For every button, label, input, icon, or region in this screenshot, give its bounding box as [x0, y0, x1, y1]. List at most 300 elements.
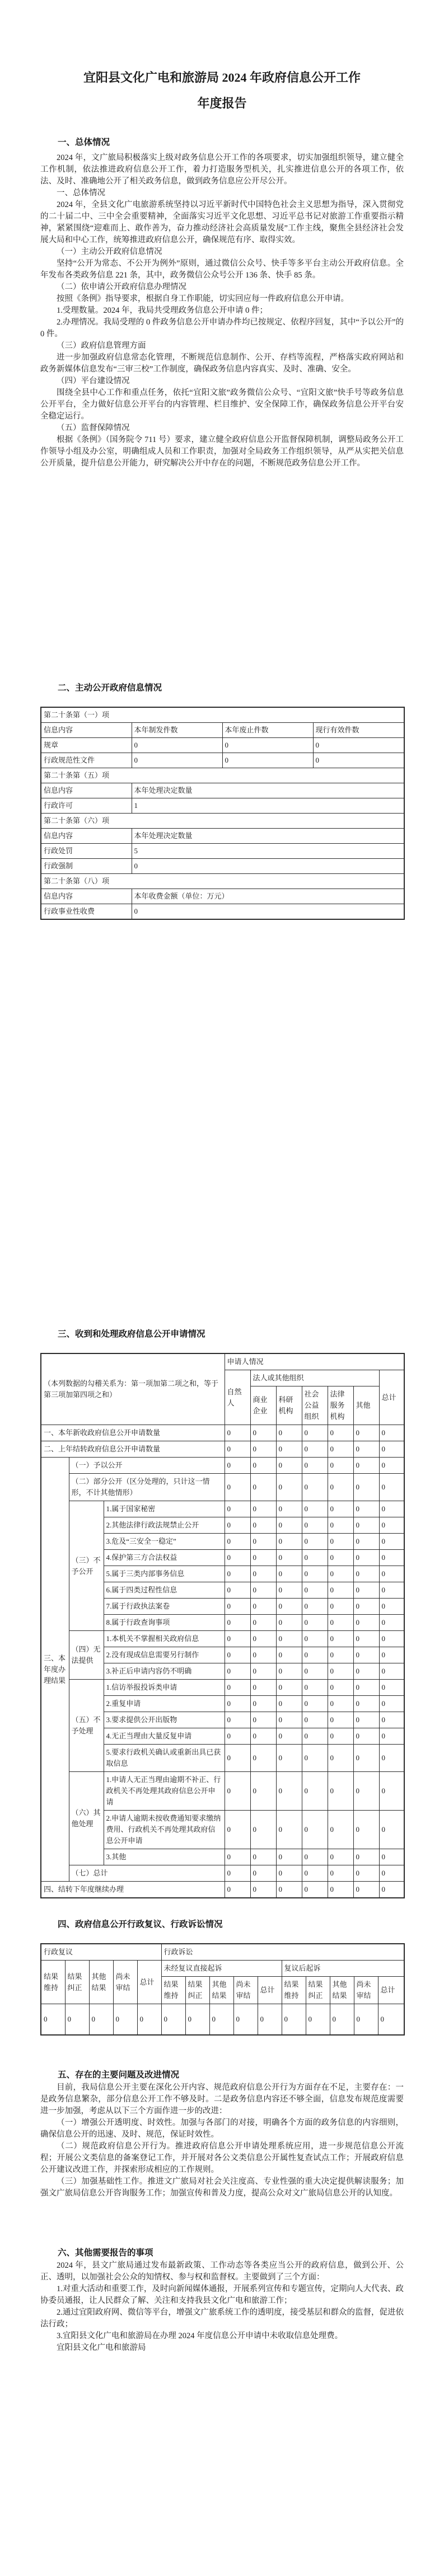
table-cell: 0 — [353, 1696, 379, 1712]
other-paragraphs — [40, 2260, 404, 2354]
paragraph: 1.对重大活动和重要工作，及时向新闻媒体通报，开展系列宣传和专题宣传，定期向人大代表、政协委员通报，让人民群众了解、关注和支持我县文化广电和旅游工作； — [40, 2284, 404, 2305]
table-cell: 规章 — [41, 738, 132, 753]
section-heading-overview: 一、总体情况 — [58, 138, 110, 147]
table-cell: 0 — [379, 1772, 404, 1811]
requests-handling-table — [40, 1353, 405, 1898]
table-cell: 0 — [132, 859, 404, 874]
table-cell: 0 — [250, 1441, 276, 1458]
review-litigation-table — [40, 1943, 405, 2036]
table-cell: 法人或其他组织 — [250, 1370, 379, 1386]
table-cell: 0 — [132, 753, 222, 768]
table-cell: 0 — [353, 1849, 379, 1865]
table-row — [41, 1961, 404, 1977]
table-cell: 0 — [225, 1501, 250, 1517]
table-cell: 0 — [225, 1811, 250, 1849]
table-cell: 0 — [276, 1474, 302, 1501]
table-cell: 行政诉讼 — [161, 1944, 404, 1961]
table-cell: 0 — [379, 1566, 404, 1582]
table-row — [41, 738, 404, 753]
table-cell: 结果维持 — [282, 1977, 306, 2004]
table-cell: 0 — [302, 1772, 328, 1811]
table-cell: 0 — [250, 1550, 276, 1566]
table-cell: 0 — [250, 1566, 276, 1582]
table-cell: 0 — [302, 1441, 328, 1458]
table-cell: 2.重复申请 — [104, 1696, 225, 1712]
table-cell: 0 — [225, 1425, 250, 1441]
table-cell: 0 — [328, 1712, 353, 1728]
table-cell: 科研机构 — [276, 1386, 302, 1425]
table-cell: 1.信访举报投诉类申请 — [104, 1680, 225, 1696]
table-cell: 0 — [328, 1865, 353, 1882]
paragraph: （一）主动公开政府信息情况 — [57, 247, 162, 256]
paragraph: 2024 年，县文广旅局通过发布最新政策、工作动态等各类应当公开的政府信息，做到公开、公正、透明，以加强社会公众的知情权、参与权和监督权。主要做到了三个方面： — [40, 2261, 404, 2282]
table-cell: 0 — [89, 2004, 113, 2036]
table-cell: 总计 — [378, 1977, 404, 2004]
table-cell: 0 — [353, 1865, 379, 1882]
paragraph: 2024 年，全县文化广电旅游系统坚持以习近平新时代中国特色社会主义思想为指导，深入贯彻党的二十届二中、三中全会重要精神，全面落实习近平文化思想、习近平总书记对旅游工作重要指示精神，紧紧围绕“迎难而上、敢作善为，奋力推动经济社会高质量发展”工作主线，聚焦全县经济社会发展大局和中心工作，统筹推进政府信息公开，确保规范有序、取得实效。 — [40, 200, 404, 245]
table-cell: 结果维持 — [41, 1961, 65, 2004]
table-cell: （七）总计 — [69, 1865, 225, 1882]
table-cell: 0 — [276, 1566, 302, 1582]
table-cell: 申请人情况 — [225, 1353, 404, 1370]
table-cell: 0 — [379, 1631, 404, 1647]
table-cell: 0 — [161, 2004, 185, 2036]
table-cell: 0 — [353, 1550, 379, 1566]
table-cell: 0 — [276, 1425, 302, 1441]
table-cell: 0 — [250, 1647, 276, 1663]
table-cell: 本年收费金额（单位：万元） — [132, 889, 404, 904]
table-cell: 0 — [302, 1534, 328, 1550]
table-cell: 0 — [379, 1663, 404, 1680]
table-cell: 0 — [225, 1582, 250, 1599]
table-cell: 1.属于国家秘密 — [104, 1501, 225, 1517]
table-cell: 0 — [302, 1517, 328, 1534]
table-cell: 0 — [353, 1534, 379, 1550]
table-cell: 结果维持 — [161, 1977, 185, 2004]
table-cell: 0 — [258, 2004, 282, 2036]
table-cell: 2.申请人逾期未按收费通知要求缴纳费用、行政机关不再处理其政府信息公开申请 — [104, 1811, 225, 1849]
table-cell: 0 — [222, 753, 313, 768]
table-cell: 0 — [379, 1534, 404, 1550]
table-cell: 0 — [328, 1631, 353, 1647]
table-cell: 5 — [132, 844, 404, 859]
table-cell: 1.申请人无正当理由逾期不补正、行政机关不再处理其政府信息公开申请 — [104, 1772, 225, 1811]
table-cell: 0 — [379, 1615, 404, 1631]
table-cell: 0 — [276, 1696, 302, 1712]
table-cell: 0 — [302, 1631, 328, 1647]
table-cell: 尚未审结 — [233, 1977, 258, 2004]
table-cell: 0 — [353, 1647, 379, 1663]
table-cell: 0 — [353, 1712, 379, 1728]
table-cell: 0 — [353, 1811, 379, 1849]
table-cell: 0 — [225, 1712, 250, 1728]
table-cell: 0 — [225, 1599, 250, 1615]
table-cell: 3.要求提供公开出版物 — [104, 1712, 225, 1728]
table-cell: 0 — [132, 904, 404, 920]
table-cell: 0 — [185, 2004, 209, 2036]
table-row — [41, 874, 404, 889]
table-cell: 总计 — [379, 1370, 404, 1425]
table-cell: （一）予以公开 — [69, 1458, 225, 1474]
table-row — [41, 723, 404, 738]
table-cell: 0 — [379, 1647, 404, 1663]
table-cell: 其他结果 — [330, 1977, 354, 2004]
table-row — [41, 1882, 404, 1898]
table-cell: 0 — [379, 1696, 404, 1712]
table-cell: 0 — [328, 1680, 353, 1696]
table-cell: 0 — [302, 1647, 328, 1663]
table-cell: 0 — [328, 1811, 353, 1849]
table-cell: 信息内容 — [41, 829, 132, 844]
table-cell: 0 — [328, 1501, 353, 1517]
table-cell: 0 — [379, 1882, 404, 1898]
table-cell: 0 — [225, 1772, 250, 1811]
table-cell: 0 — [353, 1582, 379, 1599]
table-cell: 0 — [328, 1696, 353, 1712]
table-cell: 0 — [276, 1728, 302, 1745]
table-cell: 0 — [222, 738, 313, 753]
table-cell: （三）不予公开 — [69, 1501, 104, 1631]
table-cell: 0 — [302, 1696, 328, 1712]
section-heading-proactive-disclosure: 二、主动公开政府信息情况 — [58, 683, 162, 693]
table-cell: 0 — [379, 1849, 404, 1865]
table-cell: 0 — [225, 1882, 250, 1898]
table-cell: 0 — [276, 1882, 302, 1898]
table-cell: 0 — [379, 1811, 404, 1849]
paragraph: 坚持“公开为常态、不公开为例外”原则，通过微信公众号、快手等多平台主动公开政府信息。全年发布各类政务信息 221 条，其中，政务微信公众号公开 136 条、快手 85 条。 — [40, 259, 404, 280]
table-cell: 0 — [137, 2004, 161, 2036]
table-cell: 0 — [276, 1811, 302, 1849]
section-heading-other-matters: 六、其他需要报告的事项 — [58, 2248, 153, 2258]
table-cell: 0 — [250, 1772, 276, 1811]
table-cell: 0 — [250, 1745, 276, 1772]
table-cell: 0 — [328, 1566, 353, 1582]
table-cell: （四）无法提供 — [69, 1631, 104, 1680]
table-cell: 0 — [379, 1728, 404, 1745]
table-cell: 0 — [379, 1582, 404, 1599]
overview-paragraphs — [40, 152, 404, 469]
table-cell: 0 — [276, 1663, 302, 1680]
table-cell: 行政强制 — [41, 859, 132, 874]
table-cell: 第二十条第（五）项 — [41, 768, 404, 783]
table-cell: 0 — [353, 1566, 379, 1582]
table-cell: 结果纠正 — [185, 1977, 209, 2004]
table-cell: 总计 — [258, 1977, 282, 2004]
paragraph: 2024 年，文广旅局积极落实上级对政务信息公开工作的各项要求，切实加强组织领导，建立健全工作机制，依法推进政府信息公开工作，着力打造服务型机关，扎实推进信息公开的各项工作，依法、及时、准确地公开了相关政务信息，做到政务信息应公开尽公开。 — [40, 153, 404, 186]
table-cell: 0 — [276, 1550, 302, 1566]
table-cell: 0 — [353, 1441, 379, 1458]
table-cell: 0 — [328, 1474, 353, 1501]
table-cell: 7.属于行政执法案卷 — [104, 1599, 225, 1615]
table-cell: 3.补正后申请内容仍不明确 — [104, 1663, 225, 1680]
table-cell: 0 — [276, 1647, 302, 1663]
table-cell: 0 — [302, 1501, 328, 1517]
table-cell: 0 — [225, 1865, 250, 1882]
table-cell: 0 — [353, 1517, 379, 1534]
table-cell: 0 — [353, 1501, 379, 1517]
table-cell: 0 — [250, 1696, 276, 1712]
table-cell: 0 — [250, 1728, 276, 1745]
table-cell: 2.没有现成信息需要另行制作 — [104, 1647, 225, 1663]
table-cell: 0 — [225, 1849, 250, 1865]
table-cell: 1.本机关不掌握相关政府信息 — [104, 1631, 225, 1647]
table-row — [41, 904, 404, 920]
table-cell: 0 — [276, 1599, 302, 1615]
table-cell: 商业企业 — [250, 1386, 276, 1425]
table-row — [41, 707, 404, 723]
table-cell: 0 — [276, 1772, 302, 1811]
table-cell: 0 — [209, 2004, 233, 2036]
table-cell: 行政复议 — [41, 1944, 161, 1961]
proactive-table-body — [41, 707, 404, 919]
table-cell: 0 — [225, 1745, 250, 1772]
table-cell: 8.属于行政查询事项 — [104, 1615, 225, 1631]
table-cell: 第二十条第（一）项 — [41, 707, 404, 723]
table-cell: 0 — [353, 1631, 379, 1647]
table-cell: 0 — [282, 2004, 306, 2036]
table-cell: 0 — [328, 1517, 353, 1534]
table-cell: 行政事业性收费 — [41, 904, 132, 920]
table-cell: 自然人 — [225, 1370, 250, 1425]
table-cell: 0 — [330, 2004, 354, 2036]
paragraph: 2.办理情况。我局受理的 0 件政务信息公开申请办件均已按规定、依程序回复，其中“予以公开”的 0 件。 — [40, 318, 404, 339]
table-cell: 本年废止件数 — [222, 723, 313, 738]
table-cell: 0 — [225, 1517, 250, 1534]
table-cell: 0 — [353, 1458, 379, 1474]
table-cell: 0 — [276, 1712, 302, 1728]
table-cell: 5.属于三类内部事务信息 — [104, 1566, 225, 1582]
table-cell: 现行有效件数 — [313, 723, 404, 738]
table-cell: （本列数据的勾稽关系为：第一项加第二项之和，等于第三项加第四项之和） — [41, 1353, 225, 1425]
table-cell: 0 — [328, 1882, 353, 1898]
table-cell: 一、本年新收政府信息公开申请数量 — [41, 1425, 225, 1441]
paragraph: 目前，我局信息公开主要在深化公开内容、规范政府信息公开行为方面存在不足，主要存在：一是政务信息繁杂，部分信息公开工作不够及时。二是政务信息内容还不够全面，信息发布规范度需要进一步加强，考虑从以下三个方面作进一步的改进： — [40, 2083, 404, 2116]
table-cell: 0 — [302, 1811, 328, 1849]
table-cell: 0 — [225, 1663, 250, 1680]
table-cell: 0 — [225, 1566, 250, 1582]
table-cell: 0 — [65, 2004, 89, 2036]
table-cell: 0 — [379, 1712, 404, 1728]
review-table-body — [41, 1944, 404, 2035]
table-cell: 0 — [328, 1745, 353, 1772]
table-cell: 0 — [250, 1458, 276, 1474]
table-row — [41, 2004, 404, 2036]
table-cell: 0 — [353, 1728, 379, 1745]
table-cell: 0 — [302, 1474, 328, 1501]
table-row — [41, 798, 404, 814]
table-cell: 0 — [378, 2004, 404, 2036]
table-cell: 0 — [225, 1680, 250, 1696]
table-row — [41, 889, 404, 904]
table-cell: 0 — [276, 1849, 302, 1865]
table-cell: 0 — [225, 1696, 250, 1712]
table-cell: 本年制发件数 — [132, 723, 222, 738]
table-cell: 0 — [302, 1663, 328, 1680]
table-cell: 0 — [250, 1865, 276, 1882]
table-cell: 0 — [233, 2004, 258, 2036]
table-cell: 0 — [276, 1582, 302, 1599]
table-cell: 0 — [353, 1882, 379, 1898]
table-row — [41, 1458, 404, 1474]
paragraph: （四）平台建设情况 — [57, 377, 130, 386]
table-cell: 0 — [328, 1582, 353, 1599]
table-row — [41, 1944, 404, 1961]
table-cell: 复议后起诉 — [282, 1961, 404, 1977]
table-cell: 0 — [41, 2004, 65, 2036]
table-cell: 0 — [225, 1534, 250, 1550]
table-cell: 0 — [225, 1458, 250, 1474]
table-cell: 0 — [379, 1474, 404, 1501]
table-cell: 0 — [313, 753, 404, 768]
table-row — [41, 1441, 404, 1458]
table-cell: 5.要求行政机关确认或重新出具已获取信息 — [104, 1745, 225, 1772]
table-cell: 0 — [302, 1680, 328, 1696]
table-cell: 0 — [250, 1631, 276, 1647]
table-cell: 未经复议直接起诉 — [161, 1961, 282, 1977]
table-cell: （五）不予处理 — [69, 1680, 104, 1772]
table-row — [41, 829, 404, 844]
table-cell: （二）部分公开（区分处理的，只计这一情形，不计其他情形） — [69, 1474, 225, 1501]
table-cell: 0 — [379, 1680, 404, 1696]
table-cell: 0 — [328, 1550, 353, 1566]
table-cell: 0 — [328, 1772, 353, 1811]
table-cell: 0 — [250, 1474, 276, 1501]
table-cell: 其他结果 — [89, 1961, 113, 2004]
table-cell: 0 — [302, 1566, 328, 1582]
paragraph: （三）政府信息管理方面 — [57, 341, 146, 350]
table-cell: 0 — [276, 1615, 302, 1631]
table-cell: 本年处理决定数量 — [132, 829, 404, 844]
table-cell: 0 — [302, 1728, 328, 1745]
table-cell: 0 — [276, 1680, 302, 1696]
table-cell: 0 — [250, 1615, 276, 1631]
table-row — [41, 1474, 404, 1501]
table-cell: 0 — [276, 1517, 302, 1534]
table-cell: 0 — [132, 738, 222, 753]
table-cell: 0 — [225, 1441, 250, 1458]
table-cell: 0 — [302, 1712, 328, 1728]
table-cell: 2.其他法律行政法规禁止公开 — [104, 1517, 225, 1534]
table-cell: 尚未审结 — [354, 1977, 378, 2004]
table-cell: 6.属于四类过程性信息 — [104, 1582, 225, 1599]
table-cell: 0 — [250, 1712, 276, 1728]
paragraph: （一）增强公开透明度、时效性。加强与各部门的对接，明确各个方面的政务信息的内容细则，确保信息公开的迅速、及时、规范，保证时效性。 — [40, 2118, 404, 2139]
table-cell: 0 — [379, 1745, 404, 1772]
table-cell: 0 — [353, 1680, 379, 1696]
table-cell: 0 — [225, 1647, 250, 1663]
table-cell: 0 — [276, 1745, 302, 1772]
table-cell: 0 — [302, 1550, 328, 1566]
table-row — [41, 753, 404, 768]
table-cell: 信息内容 — [41, 889, 132, 904]
table-cell: 0 — [302, 1425, 328, 1441]
table-cell: 行政处罚 — [41, 844, 132, 859]
table-cell: 0 — [328, 1599, 353, 1615]
table-row — [41, 768, 404, 783]
table-cell: 0 — [225, 1728, 250, 1745]
table-cell: 0 — [250, 1663, 276, 1680]
table-cell: 0 — [113, 2004, 137, 2036]
table-cell: 0 — [250, 1425, 276, 1441]
table-row — [41, 1772, 404, 1811]
table-cell: 3.危及“三安全一稳定” — [104, 1534, 225, 1550]
table-cell: 尚未审结 — [113, 1961, 137, 2004]
table-cell: 其他结果 — [209, 1977, 233, 2004]
report-page — [0, 65, 444, 2576]
table-cell: 0 — [302, 1615, 328, 1631]
paragraph: （五）监督保障情况 — [57, 424, 130, 433]
table-cell: 第二十条第（六）项 — [41, 814, 404, 829]
problems-paragraphs — [40, 2082, 404, 2199]
table-cell: 0 — [379, 1865, 404, 1882]
table-cell: 4.保护第三方合法权益 — [104, 1550, 225, 1566]
table-cell: 0 — [379, 1599, 404, 1615]
table-cell: 其他 — [353, 1386, 379, 1425]
table-cell: 结果纠正 — [306, 1977, 330, 2004]
table-cell: 0 — [302, 1865, 328, 1882]
table-cell: 0 — [328, 1534, 353, 1550]
table-cell: 0 — [379, 1425, 404, 1441]
table-cell: 0 — [354, 2004, 378, 2036]
table-cell: 0 — [353, 1599, 379, 1615]
paragraph: （二）规范政府信息公开行为。推进政府信息公开申请处理系统应用，进一步规范信息公开流程；开展公文类信息的备案登记工作，并开展对各公文类信息公开属性复查试点工作；开展政府信息公开建议改进工作，并探索形成相应的工作规则。 — [40, 2142, 404, 2174]
table-cell: 二、上年结转政府信息公开申请数量 — [41, 1441, 225, 1458]
table-row — [41, 859, 404, 874]
table-row — [41, 783, 404, 798]
table-cell: 0 — [328, 1728, 353, 1745]
paragraph: 宜阳县文化广电和旅游局 — [57, 2343, 146, 2352]
table-cell: 3.其他 — [104, 1849, 225, 1865]
table-cell: 0 — [250, 1599, 276, 1615]
table-cell: 0 — [225, 1631, 250, 1647]
requests-table-body — [41, 1353, 404, 1898]
table-cell: 本年处理决定数量 — [132, 783, 404, 798]
table-cell: 0 — [353, 1615, 379, 1631]
table-row — [41, 1353, 404, 1370]
table-cell: 0 — [328, 1425, 353, 1441]
paragraph: 按照《条例》指导要求，根据自身工作职能，切实回应每一件政府信息公开申请。 — [57, 294, 349, 303]
paragraph: 进一步加强政府信息常态化管理，不断规范信息制作、公开、存档等流程，严格落实政府网站和政务新媒体信息发布“三审三校”工作制度，确保政务信息内容真实、及时、准确、安全。 — [40, 353, 404, 374]
table-cell: 0 — [328, 1458, 353, 1474]
table-cell: 0 — [276, 1441, 302, 1458]
table-cell: 0 — [250, 1849, 276, 1865]
document-title — [40, 65, 404, 116]
table-cell: 0 — [379, 1441, 404, 1458]
table-cell: 第二十条第（八）项 — [41, 874, 404, 889]
table-cell: 0 — [276, 1458, 302, 1474]
table-cell: 0 — [276, 1631, 302, 1647]
table-row — [41, 814, 404, 829]
paragraph: 2.通过宜阳政府网、微信等平台，增强文广旅系统工作的透明度，接受基层和群众的监督，促进依法行政； — [40, 2308, 404, 2329]
table-cell: 0 — [379, 1501, 404, 1517]
table-cell: 0 — [250, 1517, 276, 1534]
table-cell: 0 — [379, 1550, 404, 1566]
table-cell: 0 — [379, 1517, 404, 1534]
table-cell: 0 — [302, 1582, 328, 1599]
paragraph: 一、总体情况 — [57, 189, 105, 198]
table-cell: 信息内容 — [41, 723, 132, 738]
title-line-1: 宜阳县文化广电和旅游局 2024 年政府信息公开工作 — [83, 70, 361, 84]
table-row — [41, 1865, 404, 1882]
table-cell: 0 — [276, 1534, 302, 1550]
table-cell: 0 — [328, 1441, 353, 1458]
paragraph: （三）加强基础性工作。推进文广旅局对社会关注度高、专业性强的重大决定提供解读服务；加强文广旅局信息公开咨询服务工作；加强宣传和普及力度，提高公众对文广旅局信息公开的认知度。 — [40, 2177, 404, 2198]
table-cell: 0 — [250, 1534, 276, 1550]
table-row — [41, 1680, 404, 1696]
section-heading-problems: 五、存在的主要问题及改进情况 — [58, 2070, 180, 2080]
paragraph: （二）依申请公开政府信息办理情况 — [57, 283, 186, 292]
table-cell: 社会公益组织 — [302, 1386, 328, 1425]
